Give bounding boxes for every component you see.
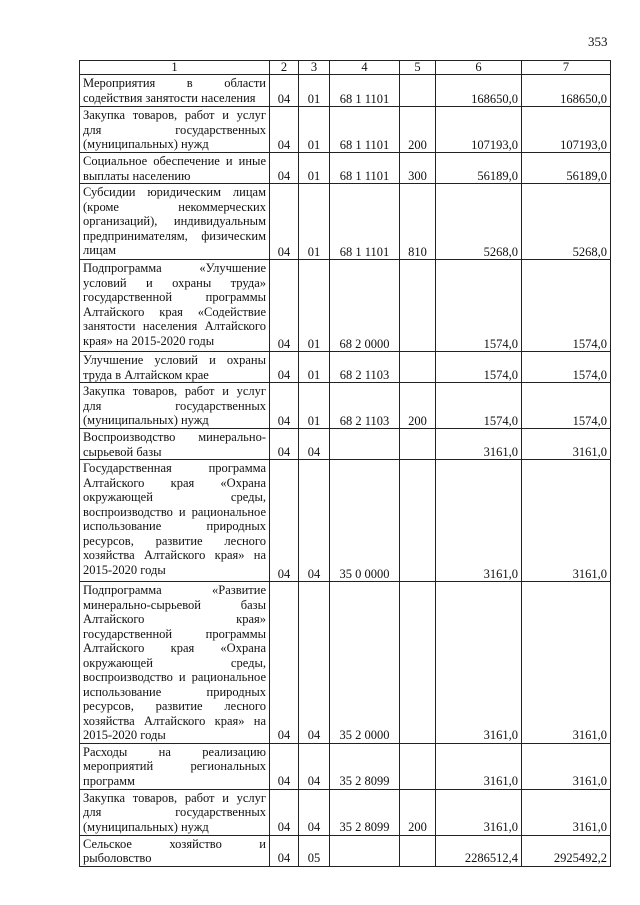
target-article-cell: 68 2 1103 xyxy=(330,383,400,429)
col-header: 4 xyxy=(330,61,400,75)
amount-col6-cell: 107193,0 xyxy=(436,107,522,153)
page-number: 353 xyxy=(588,34,608,49)
amount-col7-cell: 3161,0 xyxy=(522,582,611,744)
target-article-cell: 35 2 8099 xyxy=(330,743,400,789)
row-name-cell: Расходы на реализацию мероприятий региональных программ xyxy=(80,743,270,789)
expense-type-cell xyxy=(400,260,436,352)
section-code-cell: 04 xyxy=(270,383,299,429)
target-article-cell: 35 0 0000 xyxy=(330,460,400,582)
target-article-cell: 35 2 0000 xyxy=(330,582,400,744)
table-row xyxy=(80,582,611,744)
amount-col7-cell: 2925492,2 xyxy=(522,835,611,866)
row-name-cell: Подпрограмма «Улучшение условий и охраны труда» государственной программы Алтайского края «Содействие занятости населения Алтайского края» на 2015-2020 годы xyxy=(80,260,270,352)
amount-col7-cell: 3161,0 xyxy=(522,743,611,789)
amount-col6-cell: 3161,0 xyxy=(436,789,522,835)
row-name-cell: Закупка товаров, работ и услуг для государственных (муниципальных) нужд xyxy=(80,789,270,835)
subsection-code-cell: 05 xyxy=(299,835,330,866)
target-article-cell: 68 2 1103 xyxy=(330,352,400,383)
target-article-cell: 35 2 8099 xyxy=(330,789,400,835)
table-row xyxy=(80,260,611,352)
col-header: 5 xyxy=(400,61,436,75)
amount-col6-cell: 1574,0 xyxy=(436,260,522,352)
target-article-cell: 68 2 0000 xyxy=(330,260,400,352)
subsection-code-cell: 01 xyxy=(299,153,330,184)
budget-table xyxy=(79,60,611,867)
amount-col6-cell: 56189,0 xyxy=(436,153,522,184)
section-code-cell: 04 xyxy=(270,352,299,383)
section-code-cell: 04 xyxy=(270,835,299,866)
subsection-code-cell: 04 xyxy=(299,429,330,460)
target-article-cell: 68 1 1101 xyxy=(330,184,400,260)
col-header: 7 xyxy=(522,61,611,75)
section-code-cell: 04 xyxy=(270,789,299,835)
section-code-cell: 04 xyxy=(270,260,299,352)
subsection-code-cell: 01 xyxy=(299,383,330,429)
expense-type-cell: 810 xyxy=(400,184,436,260)
target-article-cell xyxy=(330,429,400,460)
table-row xyxy=(80,429,611,460)
table-row xyxy=(80,107,611,153)
target-article-cell xyxy=(330,835,400,866)
amount-col7-cell: 3161,0 xyxy=(522,460,611,582)
amount-col7-cell: 5268,0 xyxy=(522,184,611,260)
section-code-cell: 04 xyxy=(270,184,299,260)
expense-type-cell xyxy=(400,743,436,789)
section-code-cell: 04 xyxy=(270,153,299,184)
subsection-code-cell: 01 xyxy=(299,260,330,352)
amount-col7-cell: 1574,0 xyxy=(522,352,611,383)
subsection-code-cell: 04 xyxy=(299,582,330,744)
amount-col6-cell: 2286512,4 xyxy=(436,835,522,866)
amount-col6-cell: 168650,0 xyxy=(436,75,522,107)
expense-type-cell xyxy=(400,460,436,582)
row-name-cell: Социальное обеспечение и иные выплаты населению xyxy=(80,153,270,184)
amount-col7-cell: 3161,0 xyxy=(522,429,611,460)
amount-col6-cell: 5268,0 xyxy=(436,184,522,260)
row-name-cell: Воспроизводство минерально-сырьевой базы xyxy=(80,429,270,460)
target-article-cell: 68 1 1101 xyxy=(330,107,400,153)
section-code-cell: 04 xyxy=(270,582,299,744)
row-name-cell: Субсидии юридическим лицам (кроме некоммерческих организаций), индивидуальным предпринимателям, физическим лицам xyxy=(80,184,270,260)
col-header: 2 xyxy=(270,61,299,75)
expense-type-cell: 200 xyxy=(400,789,436,835)
row-name-cell: Закупка товаров, работ и услуг для государственных (муниципальных) нужд xyxy=(80,107,270,153)
expense-type-cell xyxy=(400,352,436,383)
table-row xyxy=(80,352,611,383)
subsection-code-cell: 04 xyxy=(299,743,330,789)
expense-type-cell: 200 xyxy=(400,107,436,153)
amount-col7-cell: 168650,0 xyxy=(522,75,611,107)
row-name-cell: Сельское хозяйство и рыболовство xyxy=(80,835,270,866)
subsection-code-cell: 01 xyxy=(299,107,330,153)
amount-col7-cell: 3161,0 xyxy=(522,789,611,835)
col-header: 1 xyxy=(80,61,270,75)
subsection-code-cell: 01 xyxy=(299,75,330,107)
amount-col7-cell: 107193,0 xyxy=(522,107,611,153)
row-name-cell: Закупка товаров, работ и услуг для государственных (муниципальных) нужд xyxy=(80,383,270,429)
subsection-code-cell: 04 xyxy=(299,460,330,582)
section-code-cell: 04 xyxy=(270,460,299,582)
expense-type-cell xyxy=(400,429,436,460)
col-header: 3 xyxy=(299,61,330,75)
subsection-code-cell: 01 xyxy=(299,352,330,383)
amount-col6-cell: 3161,0 xyxy=(436,429,522,460)
amount-col6-cell: 3161,0 xyxy=(436,460,522,582)
section-code-cell: 04 xyxy=(270,75,299,107)
amount-col7-cell: 1574,0 xyxy=(522,260,611,352)
target-article-cell: 68 1 1101 xyxy=(330,75,400,107)
amount-col6-cell: 1574,0 xyxy=(436,383,522,429)
expense-type-cell xyxy=(400,835,436,866)
target-article-cell: 68 1 1101 xyxy=(330,153,400,184)
table-row xyxy=(80,835,611,866)
table-row xyxy=(80,184,611,260)
table-row xyxy=(80,383,611,429)
table-row xyxy=(80,460,611,582)
section-code-cell: 04 xyxy=(270,107,299,153)
expense-type-cell xyxy=(400,582,436,744)
expense-type-cell xyxy=(400,75,436,107)
subsection-code-cell: 04 xyxy=(299,789,330,835)
section-code-cell: 04 xyxy=(270,743,299,789)
amount-col7-cell: 1574,0 xyxy=(522,383,611,429)
table-row xyxy=(80,75,611,107)
col-header: 6 xyxy=(436,61,522,75)
expense-type-cell: 200 xyxy=(400,383,436,429)
amount-col6-cell: 3161,0 xyxy=(436,743,522,789)
table-row xyxy=(80,743,611,789)
row-name-cell: Государственная программа Алтайского края «Охрана окружающей среды, воспроизводство и рациональное использование природных ресурсов, развитие лесного хозяйства Алтайского края» на 2015-2020 годы xyxy=(80,460,270,582)
amount-col7-cell: 56189,0 xyxy=(522,153,611,184)
section-code-cell: 04 xyxy=(270,429,299,460)
table-row xyxy=(80,153,611,184)
table-row xyxy=(80,789,611,835)
amount-col6-cell: 3161,0 xyxy=(436,582,522,744)
expense-type-cell: 300 xyxy=(400,153,436,184)
row-name-cell: Улучшение условий и охраны труда в Алтайском крае xyxy=(80,352,270,383)
amount-col6-cell: 1574,0 xyxy=(436,352,522,383)
header-row xyxy=(80,61,611,75)
row-name-cell: Мероприятия в области содействия занятости населения xyxy=(80,75,270,107)
row-name-cell: Подпрограмма «Развитие минерально-сырьевой базы Алтайского края» государственной программы Алтайского края «Охрана окружающей среды, воспроизводство и рациональное использование природных ресурсов, развитие лесного хозяйства Алтайского края» на 2015-2020 годы xyxy=(80,582,270,744)
subsection-code-cell: 01 xyxy=(299,184,330,260)
